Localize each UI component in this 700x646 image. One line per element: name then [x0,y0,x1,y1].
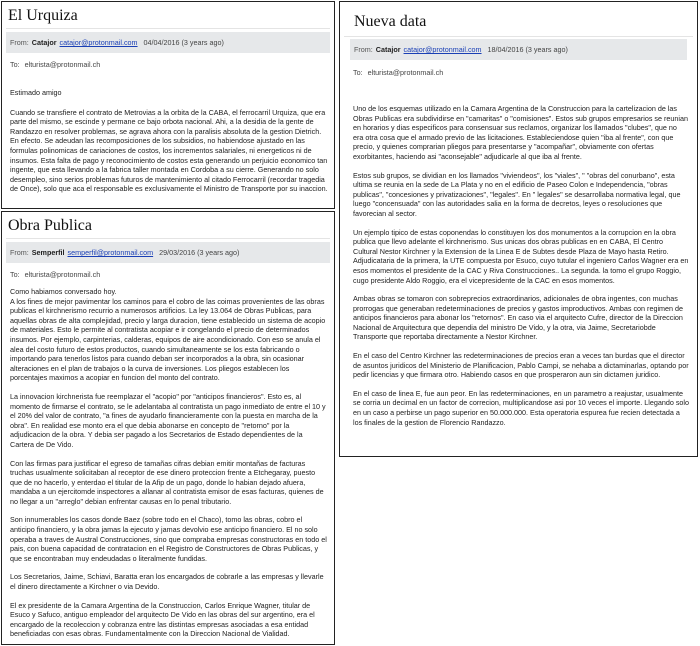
email-title: El Urquiza [8,7,78,24]
body-paragraph: Con las firmas para justificar el egreso de tamañas cifras debian emitir montañas de facturas truchas usualmente solicitaban al receptor de ese dinero proteccion frente a Etchegaray, puesto que de no hacerlo, y enterdao el titular de la Afip de un pago, donde lo habian dejado afuera, mandaba a un ejercitomde inspectores a allanar al contratista emisor de esas facturas, quienes de no llegar a un "arreglo" debian enfrentar causas en lo penal tributario. [10,458,324,506]
to-label: To: [353,68,363,77]
recipient-email: elturista@protonmail.ch [24,60,101,69]
from-label: From: [10,38,29,47]
email-body [2,88,334,194]
body-paragraph: A los fines de mejor pavimentar los caminos para el cobro de las coimas provenientes de las obras publicas el kirchnerismo recurrio a numerosos artificios. La ley 13.064 de Obras Publicas, para aquellas obras de alta complejidad, precio y larga duracion, tiene establecido un sistema de acopio de materiales. Esto le permite al contratista acopiar e ir congelando el precio de determinados insumos. Por ejemplo, carpinterias, calderas, equipos de aire acondicionado. Con eso se anula el alea del costo futuro de estos productos, cuando simultaneamente se los esta fabricando o importando para tenerlos listos para cuando deban ser incorporados a la obra, sin ocasionar alteraciones en el plan de trabajos o la curva de inversiones. Los pliegos establecen los porcentajes maximos a acopiar en funcion del monto del contrato. [10,296,326,383]
body-paragraph: Uno de los esquemas utilizado en la Camara Argentina de la Construccion para la cartelizacion de las Obras Publicas era subdividirse en "camaritas" o "comisiones". Estos sub grupos empresarios se reunian en horarios y dias especificos para consensuar sus reclamos, organizar los llamados "clubes", que no era otra cosa que el armado previo de las licitaciones. Estableciendose quien "iba al frente", con que precio, y quienes comprarian pliegos para presentarse y "acompañar", obviamente con ofertas exorbitantes, haciendo asi "aconsejable" adjudicarle al que iba al frente. [353,104,688,161]
sender-email-link[interactable]: catajor@protonmail.com [59,38,138,47]
body-paragraph: Un ejemplo tipico de estas coponendas lo constituyen los dos monumentos a la corrupcion en la obra publica que llevo adelante el kirchnerismo. Sus unicas dos obras publicas en en CABA, El Centro Cultural Nestor Kirchner y la Extension de la Linea E de Subtes desde Plaza de Mayo hasta Retiro. Adjudicataria de la primera, la UTE compuesta por Esuco, cuyo tutular el ingeniero Carlos Wagner era en esos momentos el presidente de la CAC y Riva Construcciones.. La segunda. la tomo el grupo Roggio, cugo presidente Aldo Roggio, era el vicepresidente de la CAC en esos momentos. [353,227,689,285]
body-paragraph: Ambas obras se tomaron con sobreprecios extraordinarios, adicionales de obra ingentes, con muchas prorrogas que generaban redeterminaciones de precios y gastos improductivos. Ambas con regimen de anticipos financieros para abonar los "retornos". En caso via el arquitecto Cufre, director de la Direccion Nacional de Arquitectura que dependia del ministro De Vido, y la otra, via Jaime, Secretariobde Transporte que reportaba directamente a Nestor Kirchner. [353,294,684,342]
email-body [2,287,334,639]
body-paragraph: La innovacion kirchnerista fue reemplazar el "acopio" por "anticipos financieros". Esto es, al momento de firmarse el contrato, se le adelantaba al contratista un pago inmediato de entre el 10 y el 20% del valor de contrato, "a fines de ayudarlo financieramente con la puesta en marcha de la obra". En realidad ese monto era el que debia abonarse en concepto de "retorno" por la adjudicacion de la obra. Y debia ser pagado a los Secretarios de Estado dependientes de la Cartera de De Vido. [10,391,326,449]
to-label: To: [10,270,20,279]
body-paragraph: En el caso de linea E, fue aun peor. En las redeterminaciones, en un parametro a reajustar, usualmente se corria un decimal en un factor de correcion, multiplicandose asi por 10 veces el importe. Llegando solo en un caso a perbirse un pago superior en 50.000.000. Esta operatoria espurea fue recien detectada a los finales de la gestion de Florencio Randazzo. [353,388,689,427]
divider [344,36,693,37]
sender-email-link[interactable]: catajor@protonmail.com [403,45,482,54]
body-paragraph: Estos sub grupos, se dividian en los llamados "viviendeos", los "viales", " "obras del conurbano", esta ultima se reunia en la sede de La Plata y no en el edificio de Paseo Colon e Independencia, "obras publicas", "concesiones y privatizaciones", "legales". En " legales" se desarrollaba normativa legal, que luego "concensuada" con las autoridades salia en la forma de decretos, leyes o resoluciones que favorecian al sector. [353,170,681,218]
email-body [340,104,697,427]
email-panel-obra-publica [1,211,335,645]
sent-date: 04/04/2016 (3 years ago) [143,38,224,47]
body-paragraph: Los Secretarios, Jaime, Schiavi, Baratta eran los encargados de cobrarle a las empresas y llevarle el dinero directamente a Kirchner o via Devido. [10,572,324,592]
divider [6,28,330,29]
to-label: To: [10,60,20,69]
to-row [340,60,697,77]
email-panel-nueva-data [339,1,698,457]
sent-date: 18/04/2016 (3 years ago) [487,45,568,54]
recipient-email: elturista@protonmail.ch [24,270,101,279]
body-paragraph: Cuando se transfiere el contrato de Metrovias a la orbita de la CABA, el ferrocarril Urquiza, que era parte del mismo, se escinde y permane ce bajo orbota nacional. Ahi, a la desidia de la gente de Randazzo en resolver problemas, se agrava ahora con la paralisis absoluta de la gestion Dietrich. En efecto. Se adeudan las recomposiciones de los subsidios, no habiendose ajustado en las formulas polinomicas de cariaciones de costos, los incrementos salariales, ni energeticos ni de insumos. Esta falta de pago y reconocimiento de costos esta generando un perjuicio economico tan ingente, que esta llevando a la fabrica taller montada en Cordoba a su cierre. Generando no solo desempleo, sino serios problemas futuros de mantenimiento al citado Ferrocarril (recordar tragedia de Once), solo que aca el responsable es exclusivamente el Ministro de Transporte por su inaccion. [10,107,328,194]
to-row [2,263,334,279]
to-row [2,53,334,69]
from-bar [350,39,687,60]
body-paragraph: El ex presidente de la Camara Argentina de la Construccion, Carlos Enrique Wagner, titular de Esuco y Safuco, antiguo empleador del arquitecto De Vido en las obras del sur argentino, era el encargado de la recoleccion y cobranza entre las distintas empresas asociadas a esa entidad beneficiadas con esas obras. Fundamentalmente con la Direccion Nacional de Vialidad. [10,600,315,639]
sender-name: Catajor [375,45,401,54]
body-paragraph: En el caso del Centro Kirchner las redeterminaciones de precios eran a veces tan burdas que el director de asuntos juridicos del Ministerio de Planificacion, Pablo Campi, se nehaba a dictaminarlas, optando por pedir licencias y que firmara otro. Habiendo casos en que prosperaron aun sin dictamen juridico. [353,351,689,380]
email-title: Nueva data [354,13,427,30]
recipient-email: elturista@protonmail.ch [367,68,444,77]
from-bar [6,242,330,263]
body-paragraph: Como habiamos conversado hoy. [10,287,117,296]
from-label: From: [10,248,29,257]
email-title: Obra Publica [8,217,92,234]
from-bar [6,32,330,53]
body-paragraph: Son innumerables los casos donde Baez (sobre todo en el Chaco), tomo las obras, cobro el anticipo financiero, y la obra jamas la ejecuto y jamas devolvio ese anticipo financiero. El no solo operaba a traves de Austral Construcciones, sino que compraba empresas constructoras en todo el pais, con buena capacidad de contratacion en el Registro de Constructores de Obras Publicas, y que se encontraban muy endeudadas o literalmente fundidas. [10,515,327,563]
sent-date: 29/03/2016 (3 years ago) [159,248,240,257]
sender-name: Catajor [31,38,57,47]
from-label: From: [354,45,373,54]
body-paragraph: Estimado amigo [10,88,62,97]
email-panel-el-urquiza [1,1,335,209]
divider [6,238,330,239]
sender-name: Semperfil [31,248,65,257]
sender-email-link[interactable]: semperfil@protonmail.com [67,248,154,257]
